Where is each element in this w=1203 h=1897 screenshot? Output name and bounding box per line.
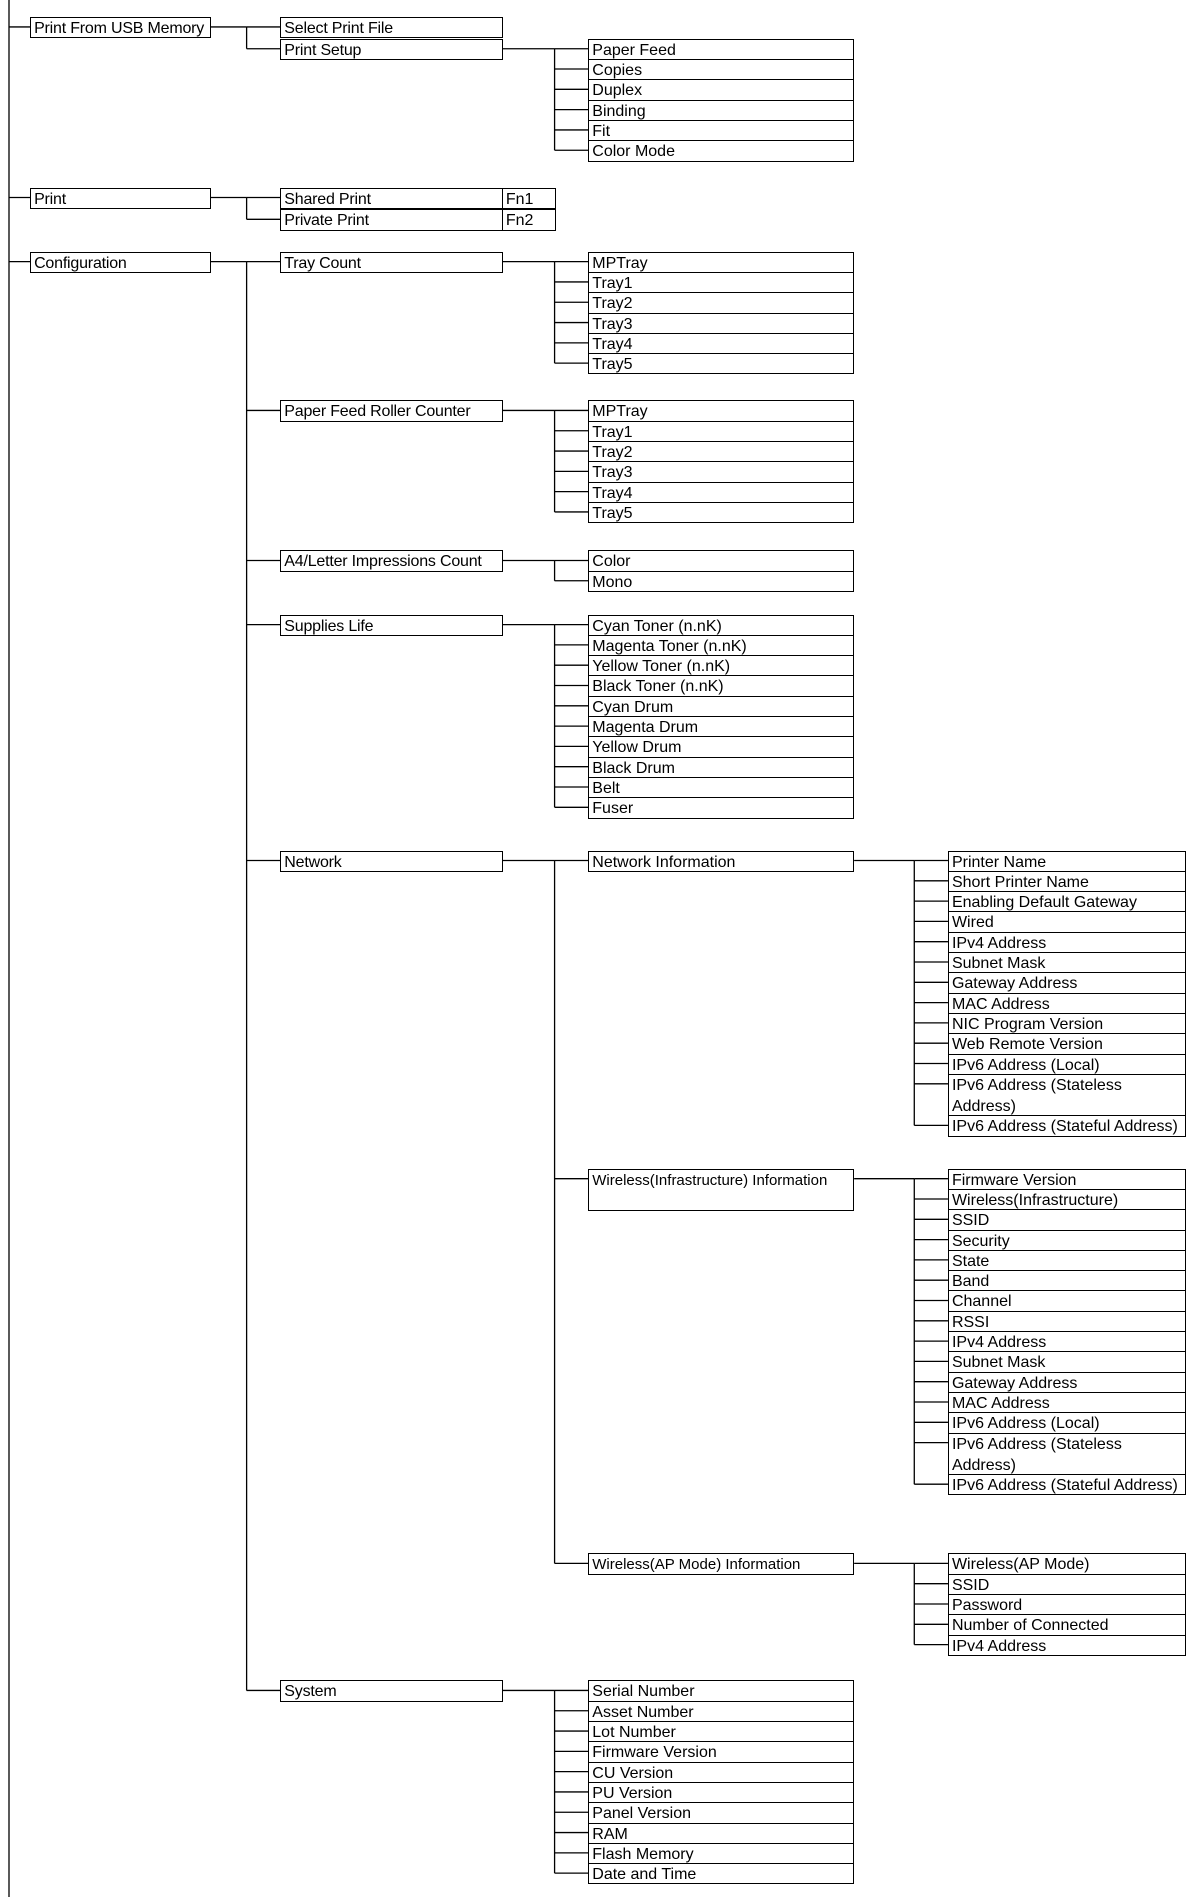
item-paper-feed: Paper Feed (588, 39, 854, 60)
item-printer-name: Printer Name (948, 851, 1186, 872)
network-group-network-information: Network Information (588, 851, 854, 872)
item-cu-version: CU Version (588, 1762, 854, 1783)
item-security: Security (948, 1230, 1186, 1251)
item-mac-address: MAC Address (948, 993, 1186, 1014)
item-rssi: RSSI (948, 1311, 1186, 1332)
item-gateway-address: Gateway Address (948, 972, 1186, 993)
item-ipv6-address-local: IPv6 Address (Local) (948, 1412, 1186, 1433)
item-ipv6-address-stateless-address: IPv6 Address (Stateless Address) (948, 1433, 1186, 1476)
item-ssid: SSID (948, 1574, 1186, 1595)
item-flash-memory: Flash Memory (588, 1843, 854, 1864)
item-fit: Fit (588, 120, 854, 141)
submenu-network: Network (280, 851, 503, 872)
item-date-and-time: Date and Time (588, 1863, 854, 1884)
function-key-fn2: Fn2 (502, 209, 556, 230)
item-mptray: MPTray (588, 400, 854, 421)
item-ipv6-address-stateful-address: IPv6 Address (Stateful Address) (948, 1115, 1186, 1136)
item-wired: Wired (948, 911, 1186, 932)
item-asset-number: Asset Number (588, 1701, 854, 1722)
item-duplex: Duplex (588, 79, 854, 100)
function-key-fn1: Fn1 (502, 188, 556, 209)
item-magenta-drum: Magenta Drum (588, 716, 854, 737)
item-ipv6-address-local: IPv6 Address (Local) (948, 1054, 1186, 1075)
item-wireless-infrastructure: Wireless(Infrastructure) (948, 1189, 1186, 1210)
submenu-a4-letter-impressions-count: A4/Letter Impressions Count (280, 550, 503, 571)
item-tray3: Tray3 (588, 461, 854, 482)
item-mptray: MPTray (588, 252, 854, 273)
item-belt: Belt (588, 777, 854, 798)
item-ipv4-address: IPv4 Address (948, 1331, 1186, 1352)
item-ipv4-address: IPv4 Address (948, 1635, 1186, 1656)
item-lot-number: Lot Number (588, 1721, 854, 1742)
item-tray1: Tray1 (588, 421, 854, 442)
item-subnet-mask: Subnet Mask (948, 1351, 1186, 1372)
item-tray1: Tray1 (588, 272, 854, 293)
submenu-shared-print: Shared Print (280, 188, 503, 209)
item-tray4: Tray4 (588, 482, 854, 503)
item-color-mode: Color Mode (588, 140, 854, 161)
item-gateway-address: Gateway Address (948, 1372, 1186, 1393)
item-web-remote-version: Web Remote Version (948, 1033, 1186, 1054)
item-tray4: Tray4 (588, 333, 854, 354)
item-magenta-toner-n-nk: Magenta Toner (n.nK) (588, 635, 854, 656)
item-channel: Channel (948, 1290, 1186, 1311)
item-ipv6-address-stateless-address: IPv6 Address (Stateless Address) (948, 1074, 1186, 1117)
item-mono: Mono (588, 571, 854, 592)
item-ssid: SSID (948, 1209, 1186, 1230)
item-ipv4-address: IPv4 Address (948, 932, 1186, 953)
item-pu-version: PU Version (588, 1782, 854, 1803)
item-short-printer-name: Short Printer Name (948, 871, 1186, 892)
item-ipv6-address-stateful-address: IPv6 Address (Stateful Address) (948, 1474, 1186, 1495)
item-serial-number: Serial Number (588, 1680, 854, 1701)
item-panel-version: Panel Version (588, 1802, 854, 1823)
submenu-private-print: Private Print (280, 209, 503, 230)
menu-print-from-usb-memory: Print From USB Memory (30, 17, 210, 38)
item-firmware-version: Firmware Version (588, 1741, 854, 1762)
item-tray3: Tray3 (588, 313, 854, 334)
item-nic-program-version: NIC Program Version (948, 1013, 1186, 1034)
menu-configuration: Configuration (30, 252, 210, 273)
submenu-supplies-life: Supplies Life (280, 615, 503, 636)
item-tray2: Tray2 (588, 441, 854, 462)
network-group-wireless-ap-mode-information: Wireless(AP Mode) Information (588, 1553, 854, 1574)
item-wireless-ap-mode: Wireless(AP Mode) (948, 1553, 1186, 1574)
item-firmware-version: Firmware Version (948, 1169, 1186, 1190)
item-enabling-default-gateway: Enabling Default Gateway (948, 891, 1186, 912)
item-number-of-connected: Number of Connected (948, 1614, 1186, 1635)
item-cyan-drum: Cyan Drum (588, 696, 854, 717)
item-black-toner-n-nk: Black Toner (n.nK) (588, 675, 854, 696)
item-ram: RAM (588, 1823, 854, 1844)
item-yellow-drum: Yellow Drum (588, 736, 854, 757)
item-state: State (948, 1250, 1186, 1271)
item-band: Band (948, 1270, 1186, 1291)
menu-print: Print (30, 188, 210, 209)
submenu-tray-count: Tray Count (280, 252, 503, 273)
item-yellow-toner-n-nk: Yellow Toner (n.nK) (588, 655, 854, 676)
submenu-print-setup: Print Setup (280, 39, 503, 60)
item-black-drum: Black Drum (588, 757, 854, 778)
item-fuser: Fuser (588, 797, 854, 818)
item-tray5: Tray5 (588, 502, 854, 523)
item-copies: Copies (588, 59, 854, 80)
network-group-wireless-infrastructure-information: Wireless(Infrastructure) Information (588, 1169, 854, 1212)
item-password: Password (948, 1594, 1186, 1615)
item-color: Color (588, 550, 854, 571)
submenu-select-print-file: Select Print File (280, 17, 503, 38)
item-tray2: Tray2 (588, 292, 854, 313)
item-binding: Binding (588, 100, 854, 121)
item-tray5: Tray5 (588, 353, 854, 374)
submenu-paper-feed-roller-counter: Paper Feed Roller Counter (280, 400, 503, 421)
item-mac-address: MAC Address (948, 1392, 1186, 1413)
submenu-system: System (280, 1680, 503, 1701)
item-cyan-toner-n-nk: Cyan Toner (n.nK) (588, 615, 854, 636)
item-subnet-mask: Subnet Mask (948, 952, 1186, 973)
